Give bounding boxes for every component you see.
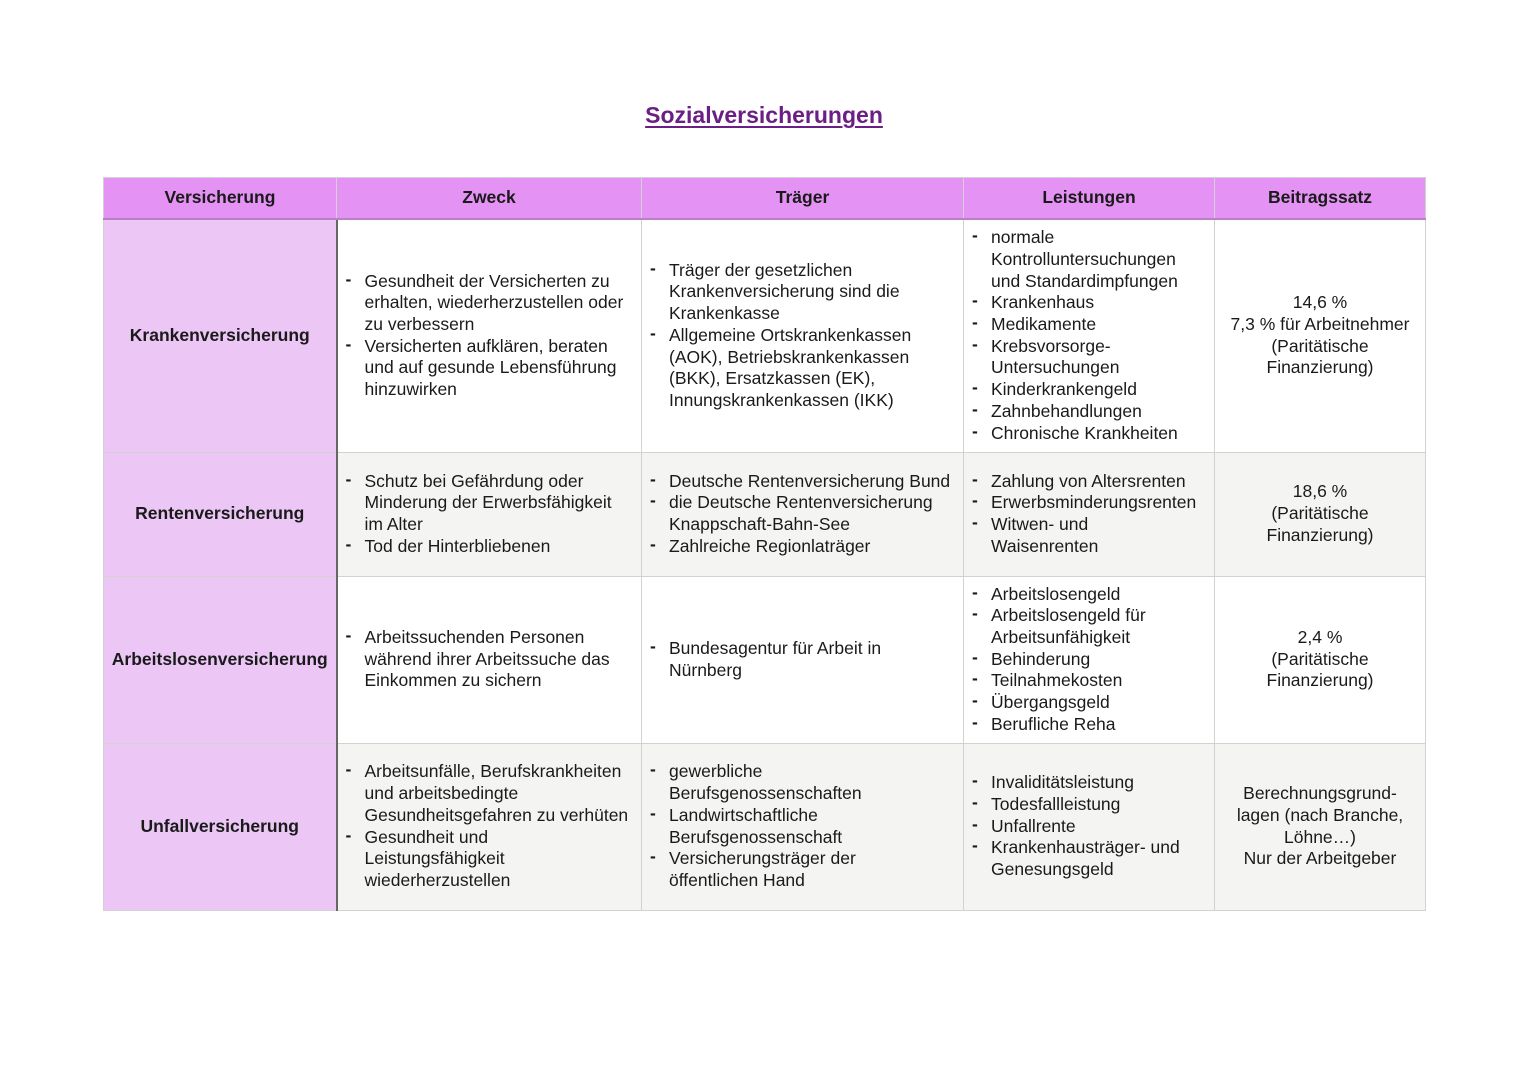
list-item: - Medikamente	[972, 314, 1206, 336]
list-item: - Allgemeine Ortskrankenkassen (AOK), Betriebskrankenkassen (BKK), Ersatzkassen (EK), Innungskrankenkassen (IKK)	[650, 325, 955, 412]
traeger-list	[650, 638, 955, 681]
table-row-unfallversicherung	[104, 743, 1426, 910]
header-leistungen: Leistungen	[964, 178, 1215, 220]
cell-zweck	[337, 743, 642, 910]
list-item: - Deutsche Rentenversicherung Bund	[650, 471, 955, 493]
header-zweck: Zweck	[337, 178, 642, 220]
rate-line: 18,6 %	[1292, 481, 1348, 502]
list-item: - Arbeitslosengeld	[972, 584, 1206, 606]
cell-traeger	[642, 452, 964, 576]
leistungen-list	[972, 584, 1206, 736]
list-item: - Todesfallleistung	[972, 794, 1206, 816]
leistungen-list	[972, 227, 1206, 444]
zweck-list	[346, 627, 634, 692]
list-item: - Berufliche Reha	[972, 714, 1206, 736]
cell-beitragssatz	[1215, 576, 1426, 743]
list-item: - normale Kontrolluntersuchungen und Standardimpfungen	[972, 227, 1206, 292]
cell-leistungen	[964, 219, 1215, 452]
rate-line: Nur der Arbeitgeber	[1243, 848, 1397, 869]
rate-line: 7,3 % für Arbeitnehmer	[1230, 314, 1410, 335]
rate-line: Berechnungsgrund-lagen (nach Branche, Löhne…)	[1236, 783, 1404, 847]
list-item: - Zahlung von Altersrenten	[972, 471, 1206, 493]
table-row-arbeitslosenversicherung	[104, 576, 1426, 743]
row-label-krankenversicherung: Krankenversicherung	[104, 219, 337, 452]
row-label-arbeitslosenversicherung: Arbeitslosenversicherung	[104, 576, 337, 743]
list-item: - Arbeitsunfälle, Berufskrankheiten und arbeitsbedingte Gesundheitsgefahren zu verhüten	[346, 761, 634, 826]
zweck-list	[346, 271, 634, 401]
insurance-table	[103, 177, 1426, 911]
table-body	[104, 219, 1426, 910]
cell-traeger	[642, 743, 964, 910]
cell-beitragssatz	[1215, 743, 1426, 910]
rate-line: (Paritätische Finanzierung)	[1266, 503, 1374, 545]
cell-beitragssatz	[1215, 219, 1426, 452]
list-item: - Schutz bei Gefährdung oder Minderung der Erwerbsfähigkeit im Alter	[346, 471, 634, 536]
table-row-rentenversicherung	[104, 452, 1426, 576]
rate-line: (Paritätische Finanzierung)	[1266, 648, 1374, 691]
cell-zweck	[337, 576, 642, 743]
header-row	[104, 178, 1426, 220]
zweck-list	[346, 761, 634, 891]
cell-leistungen	[964, 452, 1215, 576]
row-label-rentenversicherung: Rentenversicherung	[104, 452, 337, 576]
traeger-list	[650, 471, 955, 558]
list-item: - Träger der gesetzlichen Krankenversicherung sind die Krankenkasse	[650, 260, 955, 325]
list-item: - Bundesagentur für Arbeit in Nürnberg	[650, 638, 955, 681]
list-item: - Tod der Hinterbliebenen	[346, 536, 634, 558]
traeger-list	[650, 761, 955, 891]
rate-line: 2,4 %	[1297, 626, 1343, 647]
cell-zweck	[337, 219, 642, 452]
list-item: - Landwirtschaftliche Berufsgenossenschaft	[650, 805, 955, 848]
traeger-list	[650, 260, 955, 412]
leistungen-list	[972, 772, 1206, 881]
list-item: - Übergangsgeld	[972, 692, 1206, 714]
list-item: - gewerbliche Berufsgenossenschaften	[650, 761, 955, 804]
cell-leistungen	[964, 743, 1215, 910]
list-item: - Behinderung	[972, 649, 1206, 671]
list-item: - Unfallrente	[972, 816, 1206, 838]
list-item: - Krebsvorsorge-Untersuchungen	[972, 336, 1206, 379]
list-item: - Zahnbehandlungen	[972, 401, 1206, 423]
cell-traeger	[642, 219, 964, 452]
list-item: - Arbeitssuchenden Personen während ihrer Arbeitssuche das Einkommen zu sichern	[346, 627, 634, 692]
list-item: - Gesundheit der Versicherten zu erhalten, wiederherzustellen oder zu verbessern	[346, 271, 634, 336]
list-item: - Krankenhaus	[972, 292, 1206, 314]
page-title-text: Sozialversicherungen	[645, 102, 883, 128]
table-row-krankenversicherung	[104, 219, 1426, 452]
table-header	[104, 178, 1426, 220]
header-traeger: Träger	[642, 178, 964, 220]
rate-line: (Paritätische Finanzierung)	[1266, 335, 1374, 378]
cell-zweck	[337, 452, 642, 576]
list-item: - Invaliditätsleistung	[972, 772, 1206, 794]
cell-traeger	[642, 576, 964, 743]
list-item: - Versicherungsträger der öffentlichen Hand	[650, 848, 955, 891]
list-item: - Kinderkrankengeld	[972, 379, 1206, 401]
list-item: - Krankenhausträger- und Genesungsgeld	[972, 837, 1206, 880]
header-versicherung: Versicherung	[104, 178, 337, 220]
list-item: - Gesundheit und Leistungsfähigkeit wiederherzustellen	[346, 827, 634, 892]
list-item: - die Deutsche Rentenversicherung Knappschaft-Bahn-See	[650, 492, 955, 535]
header-beitragssatz: Beitragssatz	[1215, 178, 1426, 220]
row-label-unfallversicherung: Unfallversicherung	[104, 743, 337, 910]
zweck-list	[346, 471, 634, 558]
list-item: - Witwen- und Waisenrenten	[972, 514, 1206, 557]
page-title	[0, 102, 1528, 129]
list-item: - Zahlreiche Regionlaträger	[650, 536, 955, 558]
cell-leistungen	[964, 576, 1215, 743]
list-item: - Chronische Krankheiten	[972, 423, 1206, 445]
list-item: - Erwerbsminderungsrenten	[972, 492, 1206, 514]
list-item: - Versicherten aufklären, beraten und auf gesunde Lebensführung hinzuwirken	[346, 336, 634, 401]
list-item: - Teilnahmekosten	[972, 670, 1206, 692]
cell-beitragssatz	[1215, 452, 1426, 576]
rate-line: 14,6 %	[1292, 292, 1348, 313]
list-item: - Arbeitslosengeld für Arbeitsunfähigkeit	[972, 605, 1206, 648]
leistungen-list	[972, 471, 1206, 558]
